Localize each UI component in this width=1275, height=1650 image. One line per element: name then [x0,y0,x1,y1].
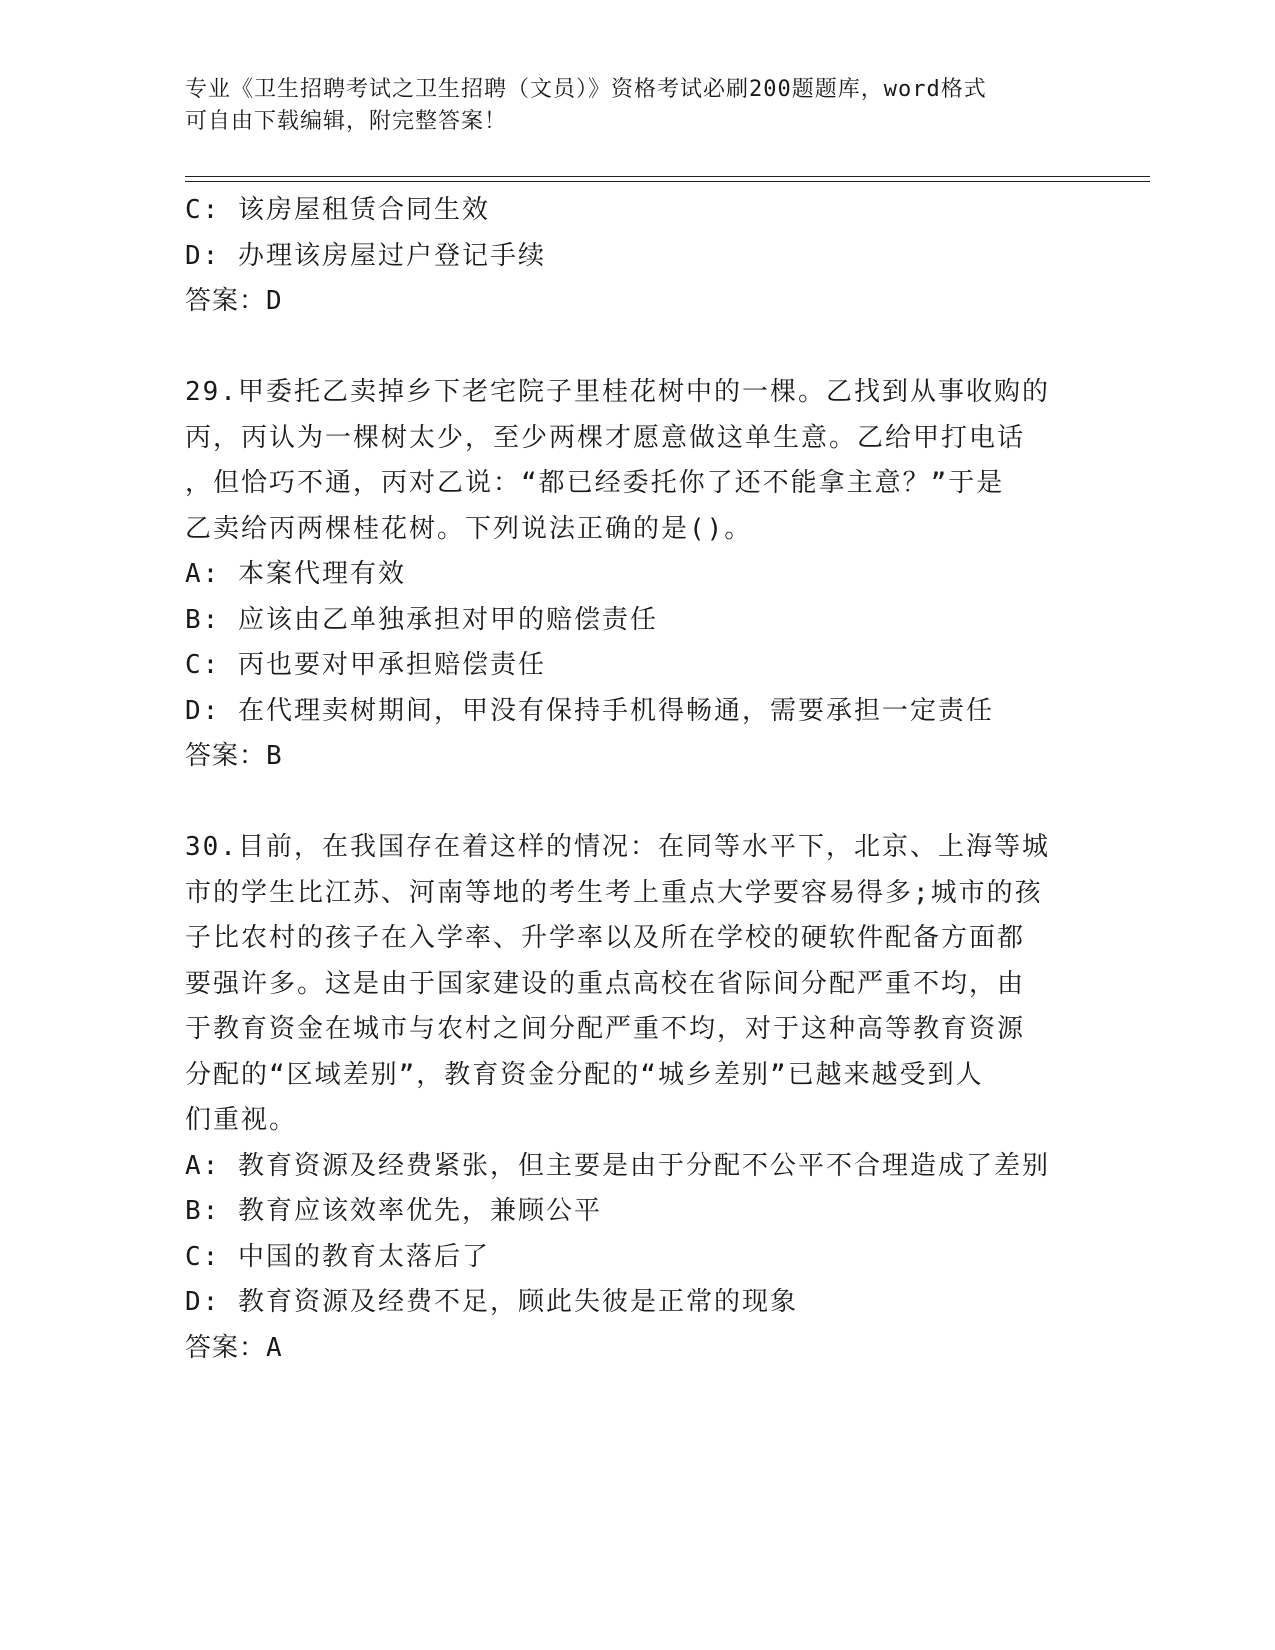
spacer [185,325,1065,371]
question-text-line: 于教育资金在城市与农村之间分配严重不均，对于这种高等教育资源 [185,1014,1026,1044]
option-d: D: 办理该房屋过户登记手续 [185,240,546,271]
answer: 答案：A [185,1332,283,1363]
question-text-line: 要强许多。这是由于国家建设的重点高校在省际间分配严重不均，由 [185,968,1026,999]
spacer [185,780,1065,826]
option-c: C: 丙也要对甲承担赔偿责任 [185,650,546,680]
question-text-line: 29.甲委托乙卖掉乡下老宅院子里桂花树中的一棵。乙找到从事收购的 [185,377,1050,407]
question-text-line: ，但恰巧不通，丙对乙说：“都已经委托你了还不能拿主意？”于是 [185,468,1005,498]
question-28-tail [185,188,1065,325]
question-30 [185,825,1065,1371]
question-text-line: 市的学生比江苏、河南等地的考生考上重点大学要容易得多;城市的孩 [185,877,1043,908]
question-text-line: 丙，丙认为一棵树太少，至少两棵才愿意做这单生意。乙给甲打电话 [185,422,1026,453]
header-title-line-2: 可自由下载编辑，附完整答案！ [185,109,508,134]
question-text-line: 分配的“区域差别”，教育资金分配的“城乡差别”已越来越受到人 [185,1059,984,1090]
option-d: D: 在代理卖树期间，甲没有保持手机得畅通，需要承担一定责任 [185,695,994,726]
document-header [185,74,1065,138]
option-d: D: 教育资源及经费不足，顾此失彼是正常的现象 [185,1287,798,1317]
document-body [185,188,1065,1371]
answer: 答案：D [185,286,283,316]
question-text-line: 子比农村的孩子在入学率、升学率以及所在学校的硬软件配备方面都 [185,923,1026,953]
question-text-line: 30.目前，在我国存在着这样的情况：在同等水平下，北京、上海等城 [185,832,1050,862]
option-b: B: 教育应该效率优先，兼顾公平 [185,1196,602,1226]
question-text-line: 乙卖给丙两棵桂花树。下列说法正确的是()。 [185,513,753,544]
header-divider-bottom [185,181,1150,182]
option-a: A: 教育资源及经费紧张，但主要是由于分配不公平不合理造成了差别 [185,1150,1050,1181]
question-text-line: 们重视。 [185,1105,298,1135]
option-c: C: 该房屋租赁合同生效 [185,195,490,225]
question-29 [185,370,1065,780]
option-b: B: 应该由乙单独承担对甲的赔偿责任 [185,604,658,635]
header-title-line-1: 专业《卫生招聘考试之卫生招聘（文员）》资格考试必刷200题题库，word格式 [185,77,987,102]
option-c: C: 中国的教育太落后了 [185,1241,490,1272]
header-divider-top [185,176,1150,177]
answer: 答案：B [185,741,283,771]
option-a: A: 本案代理有效 [185,559,406,589]
